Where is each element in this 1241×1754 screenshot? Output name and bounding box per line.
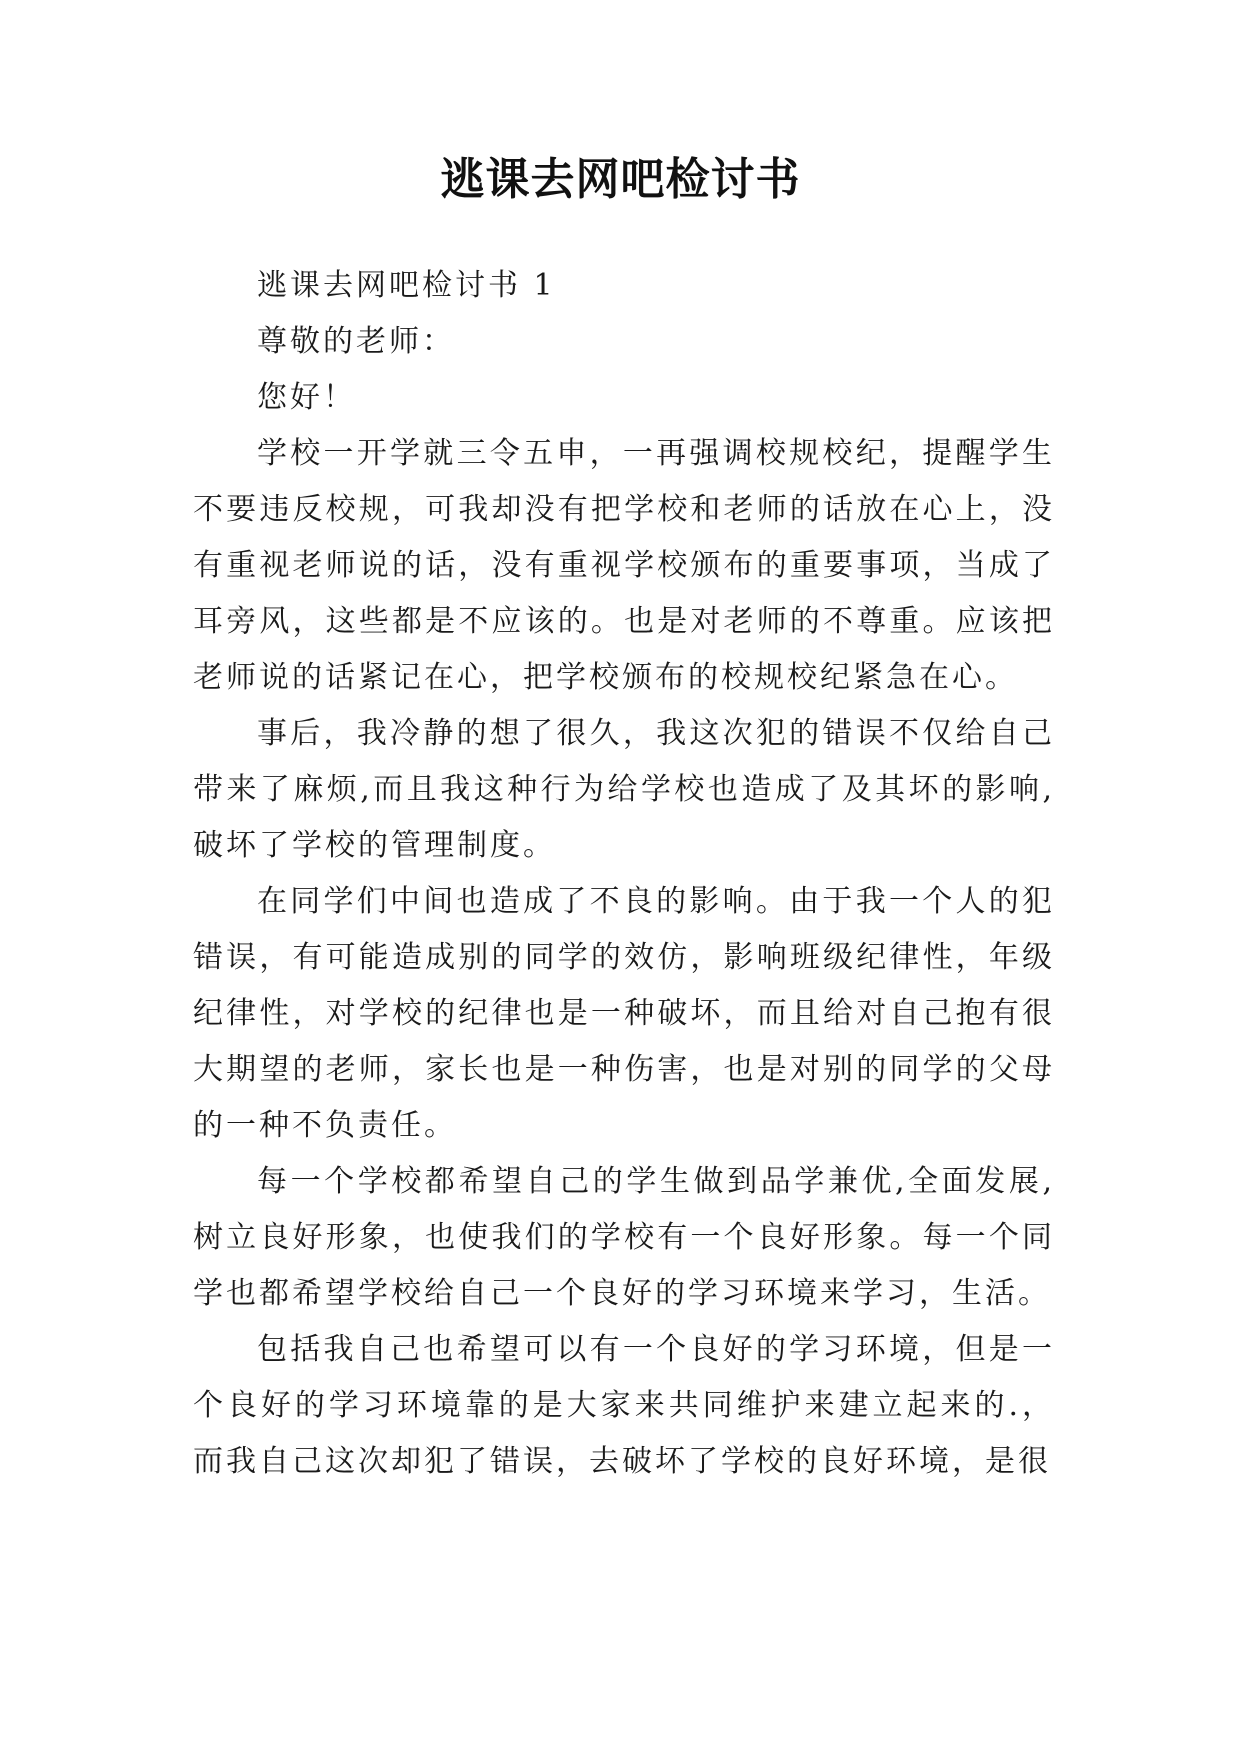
salutation: 尊敬的老师：: [257, 324, 455, 359]
body-paragraph: 学校一开学就三令五申，一再强调校规校纪，提醒学生不要违反校规，可我却没有把学校和老师的话放在心上，没有重视老师说的话，没有重视学校颁布的重要事项，当成了耳旁风，这些都是不应该的。也是对老师的不尊重。应该把老师说的话紧记在心，把学校颁布的校规校纪紧急在心。: [193, 436, 1055, 695]
document-title: 逃课去网吧检讨书: [440, 154, 801, 205]
body-paragraph: 每一个学校都希望自己的学生做到品学兼优,全面发展,树立良好形象，也使我们的学校有一个良好形象。每一个同学也都希望学校给自己一个良好的学习环境来学习，生活。: [193, 1164, 1055, 1311]
body-paragraph: 包括我自己也希望可以有一个良好的学习环境，但是一个良好的学习环境靠的是大家来共同维护来建立起来的.，而我自己这次却犯了错误，去破坏了学校的良好环境，是很: [193, 1332, 1055, 1479]
section-heading: 逃课去网吧检讨书 1: [257, 268, 556, 303]
body-paragraph: 在同学们中间也造成了不良的影响。由于我一个人的犯错误，有可能造成别的同学的效仿，影响班级纪律性，年级纪律性，对学校的纪律也是一种破坏，而且给对自己抱有很大期望的老师，家长也是一种伤害，也是对别的同学的父母的一种不负责任。: [193, 884, 1055, 1143]
greeting: 您好！: [257, 380, 356, 415]
document-body: [193, 258, 1055, 1490]
body-paragraph: 事后，我冷静的想了很久，我这次犯的错误不仅给自己带来了麻烦,而且我这种行为给学校也造成了及其坏的影响,破坏了学校的管理制度。: [193, 716, 1055, 863]
